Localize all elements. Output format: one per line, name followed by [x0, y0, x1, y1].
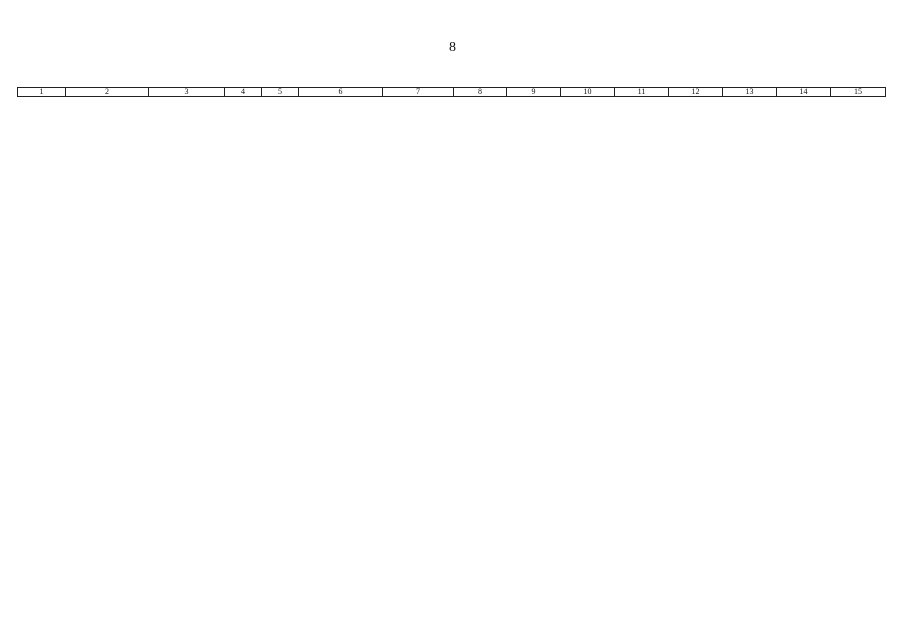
- column-number: 10: [561, 88, 615, 97]
- column-number: 12: [669, 88, 723, 97]
- column-number: 1: [18, 88, 66, 97]
- column-number: 8: [454, 88, 507, 97]
- column-number: 15: [831, 88, 886, 97]
- column-number: 2: [66, 88, 149, 97]
- column-number-row: [18, 88, 886, 97]
- column-number: 9: [507, 88, 561, 97]
- column-number: 6: [299, 88, 383, 97]
- column-number: 7: [383, 88, 454, 97]
- column-number: 5: [262, 88, 299, 97]
- column-number: 14: [777, 88, 831, 97]
- column-number: 11: [615, 88, 669, 97]
- column-number: 4: [225, 88, 262, 97]
- budget-table: [17, 87, 886, 97]
- column-number: 3: [149, 88, 225, 97]
- column-number: 13: [723, 88, 777, 97]
- page-number: 8: [449, 40, 456, 55]
